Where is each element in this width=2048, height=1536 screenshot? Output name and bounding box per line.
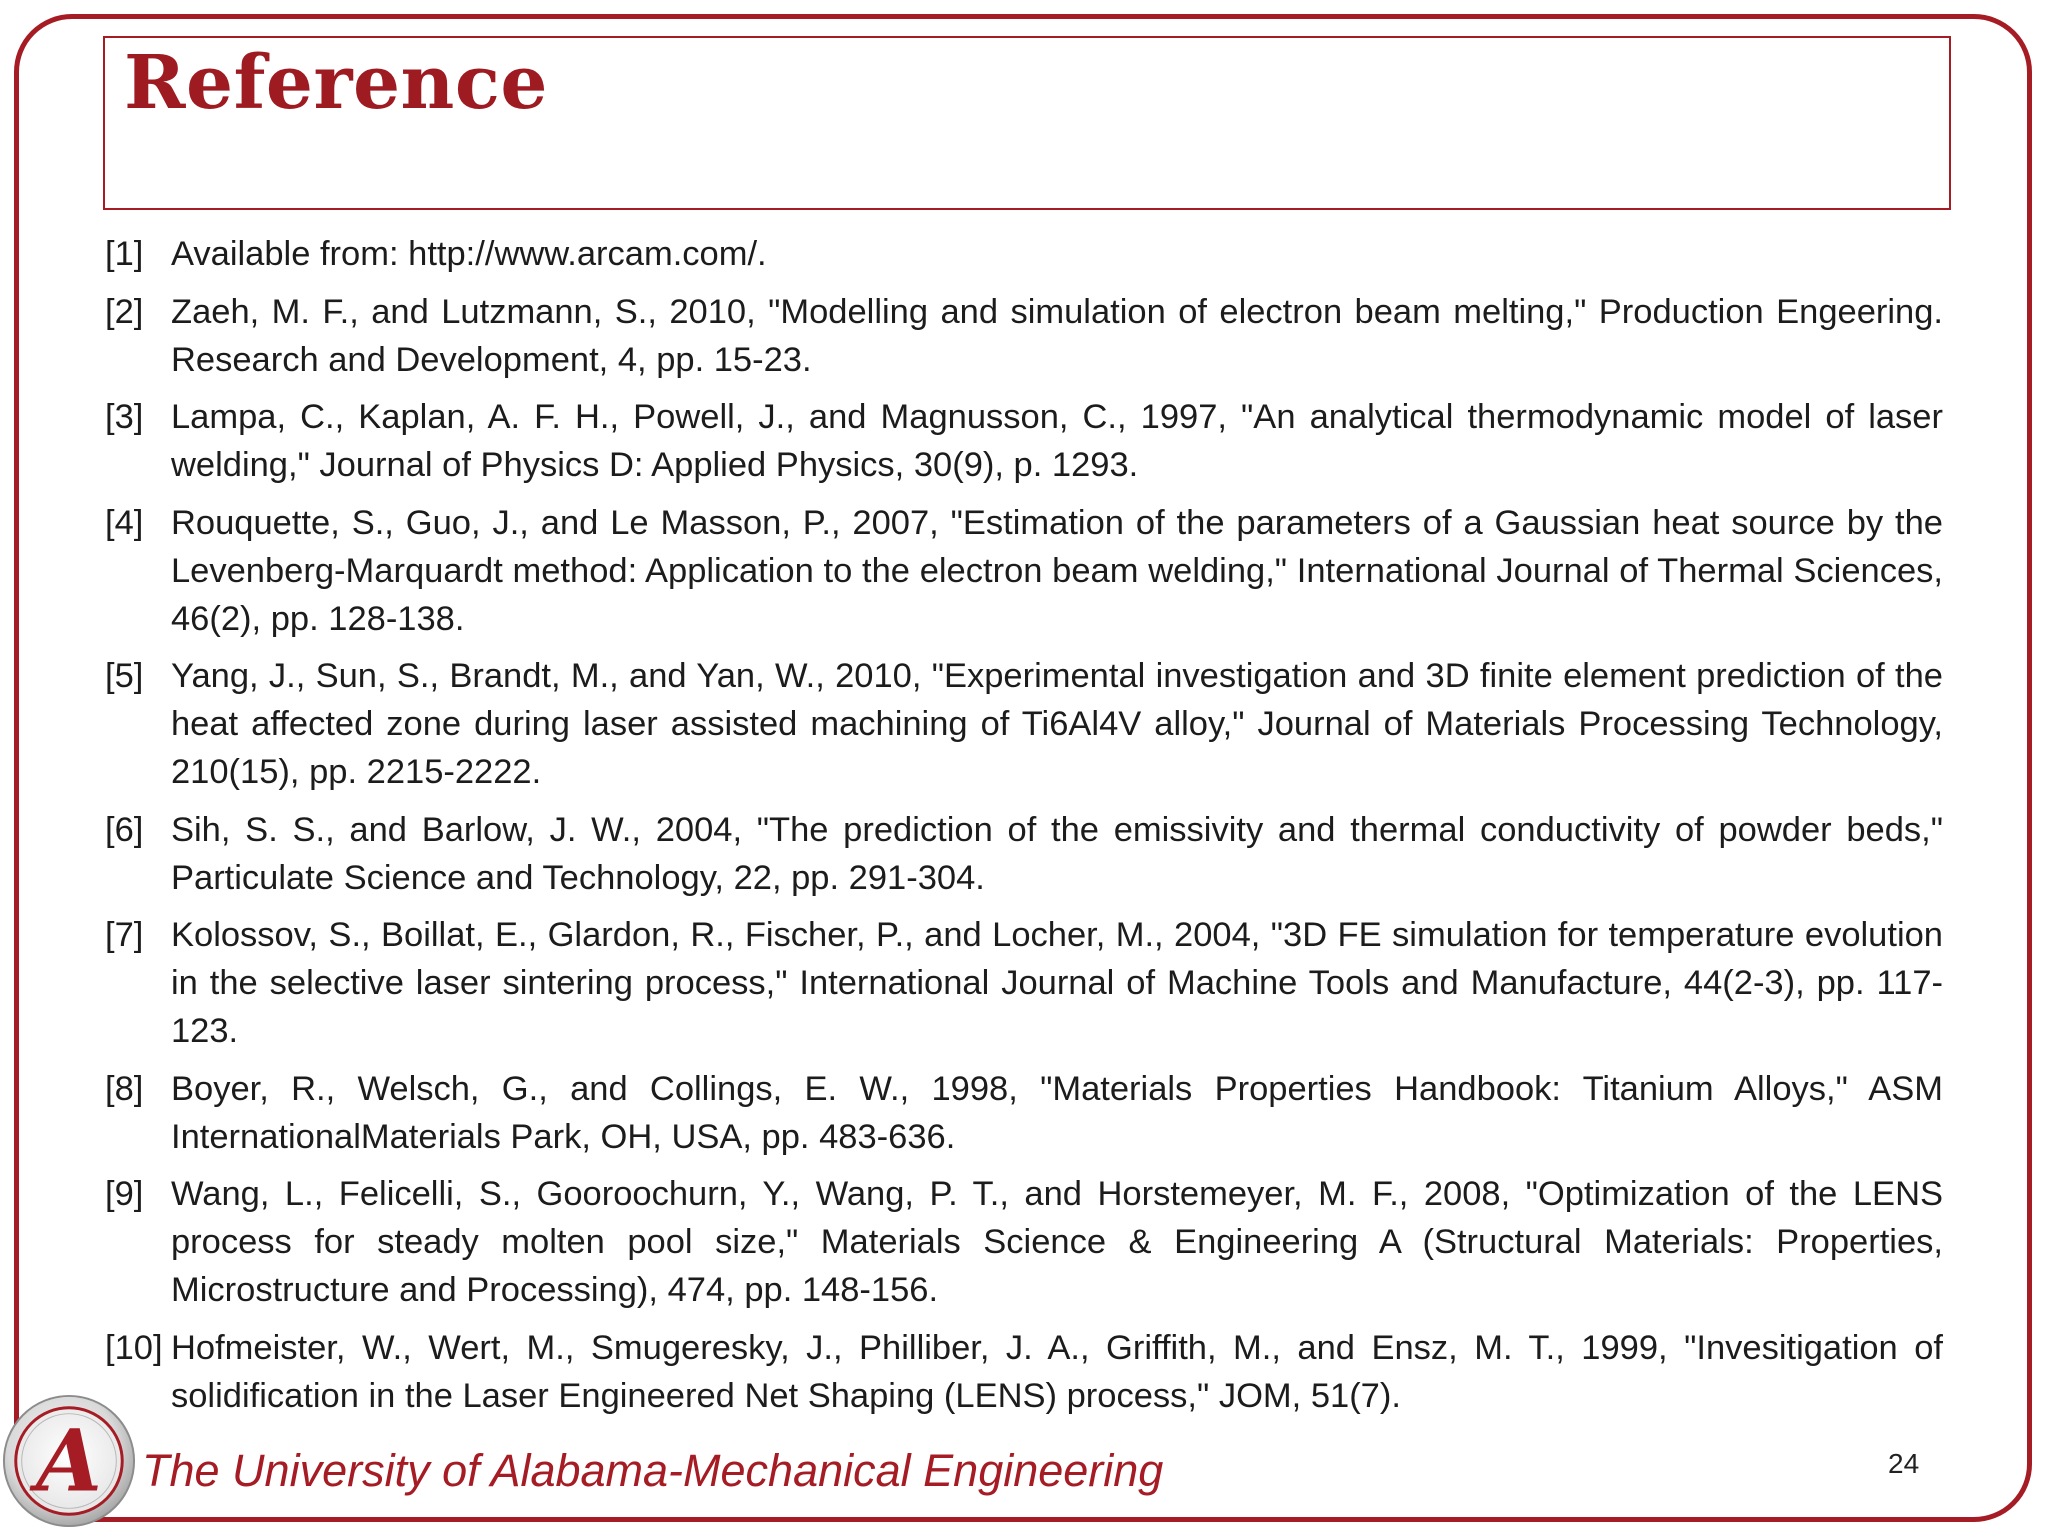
reference-number: [1] [105, 235, 144, 273]
reference-number: [2] [105, 292, 144, 331]
reference-item [105, 806, 1943, 902]
reference-number: [7] [105, 916, 144, 954]
reference-item [105, 230, 1943, 278]
reference-item [105, 652, 1943, 796]
seal-letter: A [36, 1410, 102, 1511]
footer-institution: The University of Alabama-Mechanical Engineering [142, 1445, 1164, 1496]
reference-text: Hofmeister, W., Wert, M., Smugeresky, J., Philliber, J. A., Griffith, M., and Ensz, M. T., 1999, "Invesitigation of solidification in the Laser Engineered Net Shaping (LENS) process," JOM, 51(7). [171, 1328, 1943, 1415]
reference-text: Kolossov, S., Boillat, E., Glardon, R., Fischer, P., and Locher, M., 2004, "3D FE simulation for temperature evolution in the selective laser sintering process," International Journal of Machine Tools and Manufacture, 44(2-3), pp. 117-123. [171, 916, 1943, 1050]
reference-item [105, 288, 1943, 384]
reference-number: [4] [105, 503, 144, 542]
reference-item [105, 911, 1943, 1055]
reference-number: [10] [105, 1328, 163, 1367]
reference-text: Yang, J., Sun, S., Brandt, M., and Yan, W., 2010, "Experimental investigation and 3D finite element prediction of the heat affected zone during laser assisted machining of Ti6Al4V alloy," Journal of Materials Processing Technology, 210(15), pp. 2215-2222. [171, 657, 1943, 791]
page-number: 24 [1888, 1448, 1920, 1479]
reference-item [105, 1170, 1943, 1314]
reference-item [105, 499, 1943, 643]
reference-number: [5] [105, 657, 144, 695]
reference-text: Available from: http://www.arcam.com/. [171, 235, 767, 273]
reference-text: Wang, L., Felicelli, S., Gooroochurn, Y., Wang, P. T., and Horstemeyer, M. F., 2008, "Optimization of the LENS process for steady molten pool size," Materials Science & Engineering A (Structural Materials: Properties, Microstructure and Processing), 474, pp. 148-156. [171, 1175, 1943, 1309]
slide-title: Reference [124, 40, 549, 126]
reference-number: [3] [105, 398, 144, 436]
reference-text: Lampa, C., Kaplan, A. F. H., Powell, J., and Magnusson, C., 1997, "An analytical thermodynamic model of laser welding," Journal of Physics D: Applied Physics, 30(9), p. 1293. [171, 398, 1943, 484]
reference-item [105, 1324, 1943, 1420]
reference-text: Zaeh, M. F., and Lutzmann, S., 2010, "Modelling and simulation of electron beam melting," Production Engeering. Research and Development, 4, pp. 15-23. [171, 292, 1943, 379]
reference-text: Rouquette, S., Guo, J., and Le Masson, P., 2007, "Estimation of the parameters of a Gaussian heat source by the Levenberg-Marquardt method: Application to the electron beam welding," International Journal of Thermal Sciences, 46(2), pp. 128-138. [171, 503, 1943, 638]
reference-item [105, 393, 1943, 489]
reference-list [105, 230, 1943, 1429]
reference-text: Sih, S. S., and Barlow, J. W., 2004, "The prediction of the emissivity and thermal conductivity of powder beds," Particulate Science and Technology, 22, pp. 291-304. [171, 810, 1943, 897]
reference-item [105, 1065, 1943, 1161]
reference-text: Boyer, R., Welsch, G., and Collings, E. W., 1998, "Materials Properties Handbook: Titanium Alloys," ASM InternationalMaterials Park, OH, USA, pp. 483-636. [171, 1069, 1943, 1156]
university-seal-icon [0, 1392, 138, 1530]
reference-number: [9] [105, 1175, 144, 1213]
reference-number: [6] [105, 810, 144, 849]
reference-number: [8] [105, 1069, 144, 1108]
